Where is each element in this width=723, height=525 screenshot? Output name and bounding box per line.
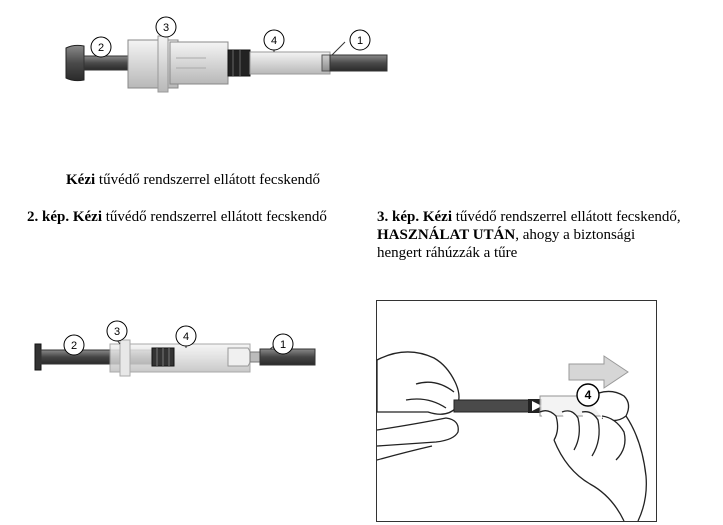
figure3-caption-bold: Kézi <box>422 209 452 225</box>
figure2-caption <box>27 208 367 226</box>
callout-1-fig2 <box>273 334 293 354</box>
callout-3-fig1 <box>156 17 176 37</box>
svg-text:3: 3 <box>113 326 121 338</box>
syringe-barrel <box>250 52 330 74</box>
plunger-rod <box>84 56 130 70</box>
svg-text:3: 3 <box>162 22 170 34</box>
needle-guard-body <box>170 42 228 84</box>
svg-text:1: 1 <box>279 339 287 351</box>
svg-text:4: 4 <box>270 35 278 47</box>
figure3-caption-prefix: 3. kép. <box>377 209 420 225</box>
figure3-caption-line2-text: , ahogy a biztonsági <box>515 227 636 243</box>
svg-text:2: 2 <box>97 42 105 54</box>
figure2-caption-prefix: 2. kép. <box>27 209 70 225</box>
svg-text:1: 1 <box>356 35 364 47</box>
figure2-caption-bold: Kézi <box>72 209 102 225</box>
syringe-rod-3 <box>454 400 532 412</box>
figure3-caption-line3: hengert ráhúzzák a tűre <box>377 245 518 261</box>
callout-4-fig2 <box>176 326 196 346</box>
callout-1-fig1 <box>350 30 370 50</box>
callout-4-fig3 <box>577 384 599 406</box>
figure3-caption-line2-bold: HASZNÁLAT UTÁN <box>377 227 516 243</box>
figure3-caption-text: tűvédő rendszerrel ellátott fecskendő, <box>452 209 681 225</box>
figure1-caption <box>66 171 320 189</box>
callout-2-fig1 <box>91 37 111 57</box>
svg-text:2: 2 <box>70 340 78 352</box>
plunger-cap-2 <box>35 344 41 370</box>
syringe-diagram-1 <box>0 0 723 150</box>
figure1-caption-text: tűvédő rendszerrel ellátott fecskendő <box>95 172 321 188</box>
syringe-diagram-2 <box>0 310 370 390</box>
callout-2-fig2 <box>64 335 84 355</box>
syringe-stopper <box>228 50 250 76</box>
figure1-caption-bold: Kézi <box>66 172 96 188</box>
hands-illustration-3 <box>376 300 657 522</box>
plunger-cap <box>66 45 84 80</box>
callout-4-fig1 <box>264 30 284 50</box>
callout-3-fig2 <box>107 321 127 341</box>
svg-text:4: 4 <box>182 331 190 343</box>
svg-text:4: 4 <box>584 388 592 402</box>
figure2-caption-text: tűvédő rendszerrel ellátott fecskendő <box>102 209 327 225</box>
figure3-caption <box>377 208 723 262</box>
